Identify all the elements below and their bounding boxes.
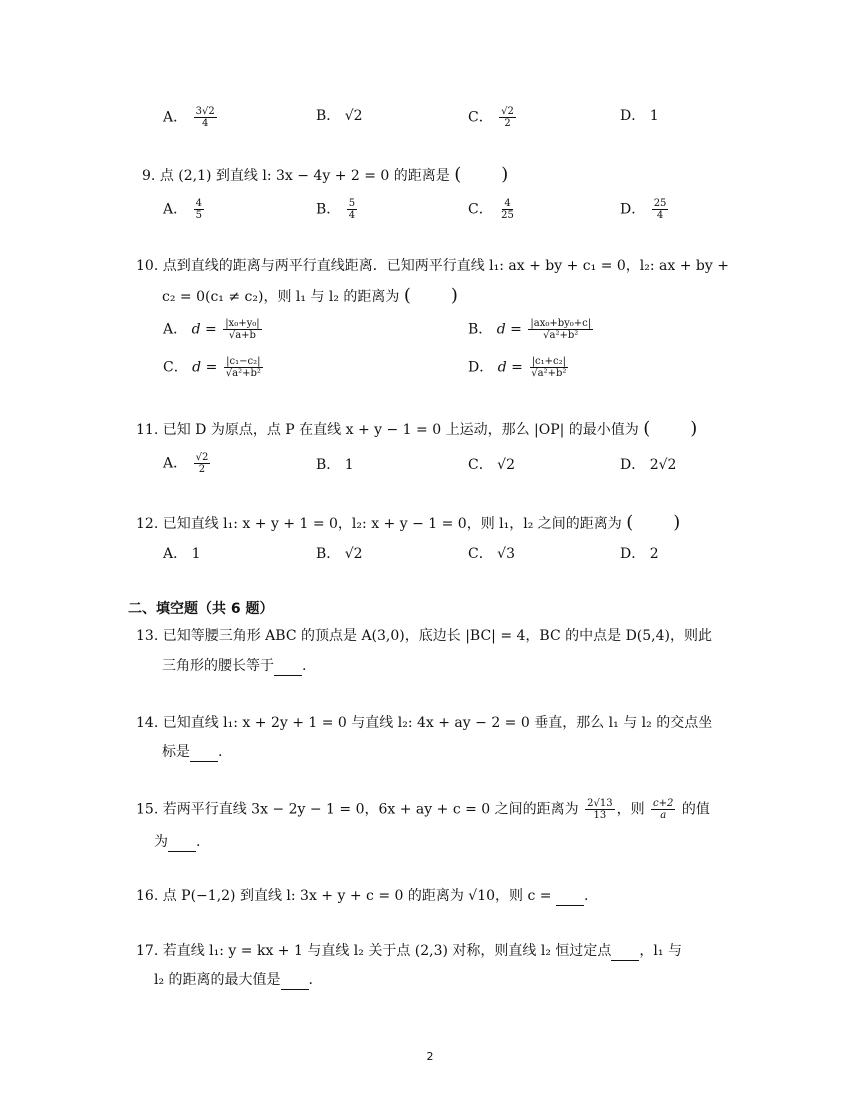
q9-option-c: C． $\frac{4}{25}$ xyxy=(468,198,514,221)
q11-option-a: A． $\frac{√2}{2}$ xyxy=(163,452,209,475)
q12-option-a: A． 1 xyxy=(163,546,201,562)
q10-option-c: C． d = $\frac{\text{|c₁−c₂|}}{\text{√a²+b²}}$ xyxy=(163,356,261,379)
section-heading: 二、填空题（共 6 题） xyxy=(128,601,274,617)
answer-blank xyxy=(281,975,309,990)
question-9: 9. 点 (2,1) 到直线 l: 3x − 4y + 2 = 0 的距离是 ( ) xyxy=(142,164,509,185)
q8-option-c: C． $\frac{√2}{2}$ xyxy=(468,106,514,129)
question-14-cont: 标是 . xyxy=(162,744,223,760)
question-15: 15. 若两平行直线 3x − 2y − 1 = 0，6x + ay + c = 0 之间的距离为 $\frac{2√13}{13}$ ，则 $\frac{c+2}{a}$ 的值 xyxy=(136,798,710,821)
question-17: 17. 若直线 l₁: y = kx + 1 与直线 l₂ 关于点 (2,3) 对称，则直线 l₂ 恒过定点 ，l₁ 与 xyxy=(136,943,682,959)
question-15-cont: 为 . xyxy=(154,834,201,850)
question-13: 13. 已知等腰三角形 ABC 的顶点是 A(3,0)，底边长 |BC| = 4，BC 的中点是 D(5,4)，则此 xyxy=(136,628,712,644)
q8-option-a: A． $\frac{3√2}{4}$ xyxy=(163,106,215,129)
answer-blank xyxy=(274,661,302,676)
answer-blank xyxy=(168,837,196,852)
question-16: 16. 点 P(−1,2) 到直线 l: 3x + y + c = 0 的距离为 √10，则 c = . xyxy=(136,888,589,904)
question-12: 12. 已知直线 l₁: x + y + 1 = 0，l₂: x + y − 1 = 0，则 l₁，l₂ 之间的距离为 ( ) xyxy=(136,512,681,533)
q11-option-c: C． √2 xyxy=(468,457,515,473)
question-17-cont: l₂ 的距离的最大值是 . xyxy=(154,972,313,988)
answer-blank xyxy=(611,946,639,961)
q12-option-c: C． √3 xyxy=(468,546,515,562)
question-14: 14. 已知直线 l₁: x + 2y + 1 = 0 与直线 l₂: 4x + ay − 2 = 0 垂直，那么 l₁ 与 l₂ 的交点坐 xyxy=(136,715,713,731)
q11-option-d: D． 2√2 xyxy=(620,457,677,473)
question-11: 11. 已知 D 为原点，点 P 在直线 x + y − 1 = 0 上运动，那么 |OP| 的最小值为 ( ) xyxy=(136,418,698,439)
q9-option-b: B． $\frac{5}{4}$ xyxy=(316,198,356,221)
answer-blank xyxy=(556,891,584,906)
page-number: 2 xyxy=(426,1050,434,1063)
question-10-cont: c₂ = 0(c₁ ≠ c₂)，则 l₁ 与 l₂ 的距离为 ( ) xyxy=(162,285,458,306)
answer-blank xyxy=(190,747,218,762)
q10-option-d: D． d = $\frac{\text{|c₁+c₂|}}{\text{√a²+b²}}$ xyxy=(468,356,567,379)
q9-option-d: D． $\frac{25}{4}$ xyxy=(620,198,667,221)
q12-option-b: B． √2 xyxy=(316,546,363,562)
q12-option-d: D． 2 xyxy=(620,546,659,562)
question-10: 10. 点到直线的距离与两平行直线距离．已知两平行直线 l₁: ax + by + c₁ = 0，l₂: ax + by + xyxy=(136,258,729,274)
fraction: $\frac{3√2}{4}$ xyxy=(195,106,215,129)
q10-option-a: A． d = $\frac{\text{|x₀+y₀|}}{√a+b}$ xyxy=(163,318,260,341)
q8-option-b: B． √2 xyxy=(316,108,363,124)
q11-option-b: B． 1 xyxy=(316,457,354,473)
q10-option-b: B． d = $\frac{\text{|ax₀+by₀+c|}}{\text{√a²+b²}}$ xyxy=(468,318,592,341)
question-13-cont: 三角形的腰长等于 . xyxy=(162,658,307,674)
q8-option-d: D． 1 xyxy=(620,108,659,124)
q9-option-a: A． $\frac{4}{5}$ xyxy=(163,198,202,221)
fraction: $\frac{√2}{2}$ xyxy=(501,106,514,129)
